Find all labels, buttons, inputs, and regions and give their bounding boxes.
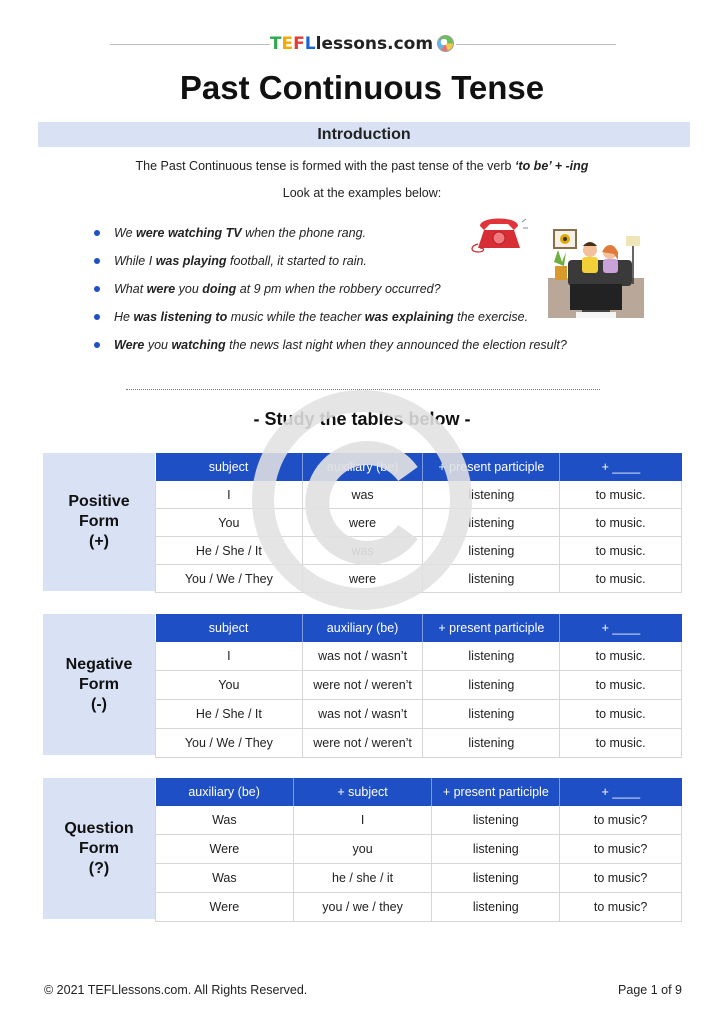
table-cell: was — [302, 537, 423, 565]
table-row — [156, 537, 682, 565]
column-header: subject — [156, 453, 303, 481]
table-row — [156, 893, 682, 922]
example-sentence: What were you doing at 9 pm when the robbery occurred? — [92, 280, 567, 308]
column-header: + present participle — [423, 614, 560, 642]
table-cell: Was — [156, 864, 294, 893]
column-header: subject — [156, 614, 303, 642]
table-cell: listening — [423, 729, 560, 758]
table-cell: to music. — [560, 700, 682, 729]
column-header: auxiliary (be) — [156, 778, 294, 806]
table-cell: you / we / they — [293, 893, 432, 922]
table-row — [156, 729, 682, 758]
section-divider — [126, 389, 600, 390]
table-cell: to music. — [560, 481, 682, 509]
column-header: auxiliary (be) — [302, 453, 423, 481]
column-header: + subject — [293, 778, 432, 806]
table-cell: listening — [423, 565, 560, 593]
negative-form-table — [43, 614, 682, 755]
table-cell: He / She / It — [156, 537, 303, 565]
site-logo — [0, 33, 724, 55]
example-sentence: He was listening to music while the teacher was explaining the exercise. — [92, 308, 567, 336]
column-header: + ____ — [560, 453, 682, 481]
intro-formula: ‘to be’ + -ing — [514, 159, 589, 173]
column-header: + ____ — [560, 614, 682, 642]
page-number: Page 1 of 9 — [618, 983, 682, 997]
table-cell: to music? — [560, 835, 682, 864]
table-cell: He / She / It — [156, 700, 303, 729]
table-cell: was not / wasn’t — [302, 700, 423, 729]
question-form-label: Question Form (?) — [43, 778, 155, 919]
table-cell: You / We / They — [156, 565, 303, 593]
table-cell: listening — [423, 642, 560, 671]
table-cell: to music? — [560, 864, 682, 893]
table-cell: listening — [423, 537, 560, 565]
table-cell: to music. — [560, 671, 682, 700]
footer-copyright: © 2021 TEFLlessons.com. All Rights Reserved. — [44, 983, 308, 997]
example-sentence: While I was playing football, it started to rain. — [92, 252, 567, 280]
telephone-illustration — [468, 208, 530, 254]
table-row — [156, 806, 682, 835]
positive-form-table — [43, 453, 682, 591]
conjugation-table — [155, 778, 682, 922]
table-cell: Were — [156, 893, 294, 922]
table-cell: You / We / They — [156, 729, 303, 758]
table-cell: Were — [156, 835, 294, 864]
globe-icon — [437, 35, 454, 52]
table-cell: were not / weren’t — [302, 729, 423, 758]
intro-description — [0, 159, 724, 173]
negative-form-label: Negative Form (-) — [43, 614, 155, 755]
conjugation-table — [155, 614, 682, 758]
table-row — [156, 671, 682, 700]
table-cell: You — [156, 509, 303, 537]
example-sentence: We were watching TV when the phone rang. — [92, 224, 567, 252]
table-row — [156, 509, 682, 537]
logo-letter-e: E — [281, 34, 294, 54]
intro-instruction: Look at the examples below: — [282, 186, 442, 200]
table-row — [156, 864, 682, 893]
table-cell: were not / weren’t — [302, 671, 423, 700]
question-form-table — [43, 778, 682, 919]
logo-text: lessons.com — [315, 34, 434, 54]
table-cell: to music. — [560, 729, 682, 758]
table-cell: to music. — [560, 537, 682, 565]
column-header: + present participle — [432, 778, 560, 806]
table-cell: I — [156, 642, 303, 671]
table-cell: I — [293, 806, 432, 835]
table-cell: to music. — [560, 509, 682, 537]
table-cell: You — [156, 671, 303, 700]
table-cell: he / she / it — [293, 864, 432, 893]
table-cell: listening — [432, 806, 560, 835]
table-cell: to music. — [560, 642, 682, 671]
table-cell: listening — [423, 671, 560, 700]
table-cell: to music. — [560, 565, 682, 593]
table-cell: were — [302, 565, 423, 593]
example-sentence: Were you watching the news last night when they announced the election result? — [92, 336, 567, 364]
study-heading: - Study the tables below - — [253, 409, 471, 429]
positive-form-label: Positive Form (+) — [43, 453, 155, 591]
table-row — [156, 700, 682, 729]
logo-letter-t: T — [269, 34, 282, 54]
table-row — [156, 835, 682, 864]
column-header: auxiliary (be) — [302, 614, 423, 642]
table-cell: listening — [432, 893, 560, 922]
logo-letter-l: L — [304, 34, 316, 54]
table-row — [156, 642, 682, 671]
intro-text: The Past Continuous tense is formed with the past tense of the verb — [135, 159, 515, 173]
section-heading-introduction: Introduction — [38, 122, 690, 147]
table-cell: Was — [156, 806, 294, 835]
column-header: + ____ — [560, 778, 682, 806]
table-row — [156, 481, 682, 509]
table-cell: was not / wasn’t — [302, 642, 423, 671]
table-cell: I — [156, 481, 303, 509]
couple-watching-tv-illustration — [548, 222, 644, 318]
page-title: Past Continuous Tense — [179, 69, 545, 106]
conjugation-table — [155, 453, 682, 593]
table-cell: listening — [423, 509, 560, 537]
table-cell: listening — [432, 864, 560, 893]
table-cell: listening — [423, 481, 560, 509]
column-header: + present participle — [423, 453, 560, 481]
logo-letter-f: F — [293, 34, 305, 54]
table-cell: to music? — [560, 806, 682, 835]
table-cell: to music? — [560, 893, 682, 922]
table-cell: listening — [423, 700, 560, 729]
table-cell: were — [302, 509, 423, 537]
table-cell: listening — [432, 835, 560, 864]
table-row — [156, 565, 682, 593]
table-cell: was — [302, 481, 423, 509]
table-cell: you — [293, 835, 432, 864]
